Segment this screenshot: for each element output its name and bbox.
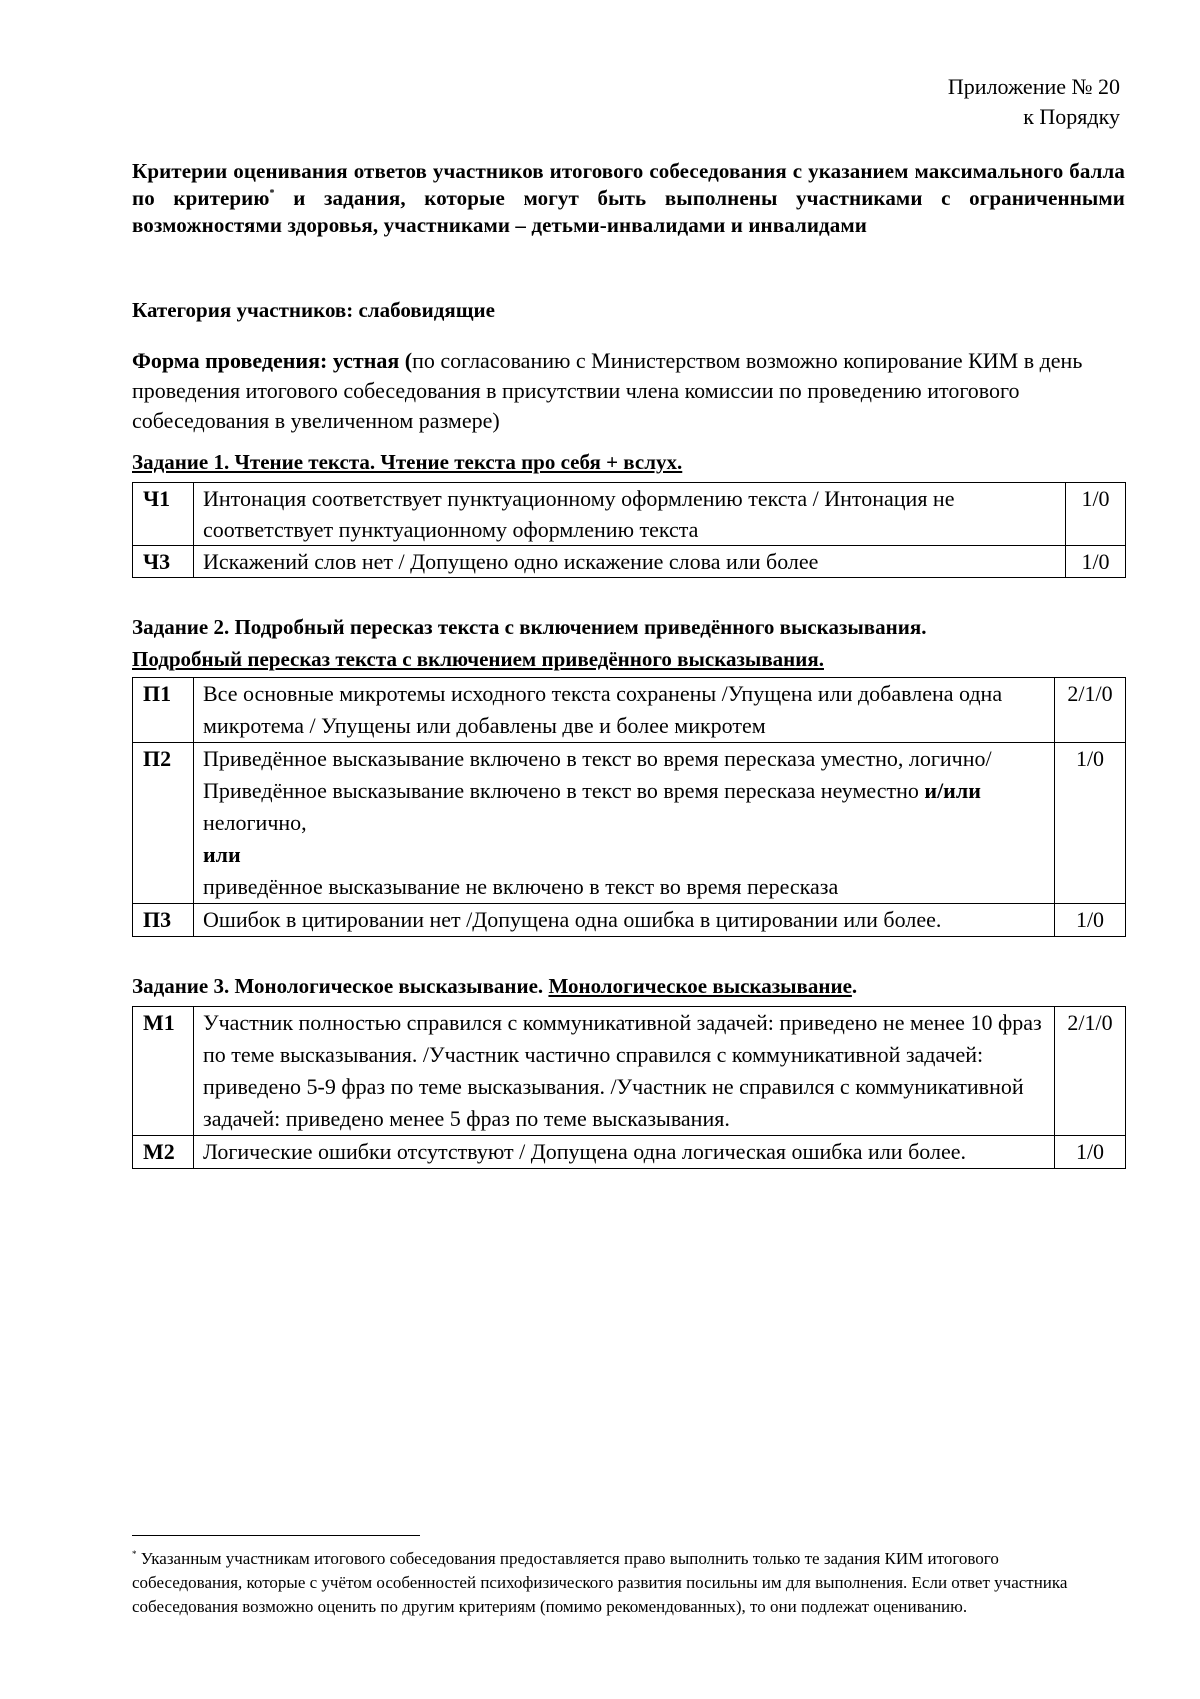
task-1-heading xyxy=(132,448,682,476)
exam-form-text: по согласованию с Министерством возможно копирование КИМ в день проведения итогового собеседования в присутствии члена комиссии по проведению итогового собеседования в увеличенном размере) xyxy=(132,348,1083,433)
table-row xyxy=(133,904,1126,937)
footnote-separator xyxy=(132,1535,420,1536)
criterion-code: П3 xyxy=(133,904,194,937)
description-part-c: приведённое высказывание не включено в текст во время пересказа xyxy=(203,874,839,899)
criterion-score: 1/0 xyxy=(1066,483,1126,546)
criterion-score: 1/0 xyxy=(1055,904,1126,937)
exam-form xyxy=(132,346,1132,436)
footnote-text: Указанным участникам итогового собеседования предоставляется право выполнить только те задания КИМ итогового собеседования, которые с учётом особенностей психофизического развития посильны им для выполнения. Если ответ участника собеседования возможно оценить по другим критериям (помимо рекомендованных), то они подлежат оцениванию. xyxy=(132,1549,1068,1616)
task-1-criteria-table xyxy=(132,482,1126,578)
criterion-code: П1 xyxy=(133,678,194,743)
criterion-description: Все основные микротемы исходного текста сохранены /Упущена или добавлена одна микротема / Упущены или добавлены две и более микротем xyxy=(194,678,1055,743)
footnote-mark: * xyxy=(132,1549,137,1559)
document-title xyxy=(132,158,1125,239)
criterion-description: Ошибок в цитировании нет /Допущена одна ошибка в цитировании или более. xyxy=(194,904,1055,937)
criterion-code: Ч3 xyxy=(133,546,194,578)
criterion-description: Интонация соответствует пунктуационному оформлению текста / Интонация не соответствует пунктуационному оформлению текста xyxy=(194,483,1066,546)
criterion-code: М2 xyxy=(133,1136,194,1169)
title-part-1: Критерии оценивания ответов участников итогового собеседования с указанием максимального балла по критерию xyxy=(132,159,1125,210)
criterion-score: 2/1/0 xyxy=(1055,1007,1126,1136)
table-row xyxy=(133,483,1126,546)
task-2-heading-line-1: Задание 2. Подробный пересказ текста с включением приведённого высказывания. xyxy=(132,615,927,639)
task-2-criteria-table xyxy=(132,677,1126,937)
task-3-heading xyxy=(132,972,857,1000)
table-row xyxy=(133,546,1126,578)
criterion-code: Ч1 xyxy=(133,483,194,546)
task-3-criteria-table xyxy=(132,1006,1126,1169)
description-emphasis: и/или xyxy=(924,778,981,803)
criterion-score: 1/0 xyxy=(1066,546,1126,578)
criterion-score: 2/1/0 xyxy=(1055,678,1126,743)
description-or: или xyxy=(203,842,241,867)
description-part-b: нелогично, xyxy=(203,810,307,835)
criterion-code: М1 xyxy=(133,1007,194,1136)
appendix-number: Приложение № 20 xyxy=(947,74,1120,99)
footnote-reference[interactable]: * xyxy=(269,188,275,199)
title-part-2: и задания, которые могут быть выполнены участниками с ограниченными возможностями здоровья, участниками – детьми-инвалидами и инвалидами xyxy=(132,186,1125,237)
appendix-reference: к Порядку xyxy=(1023,104,1120,129)
criterion-description: Участник полностью справился с коммуникативной задачей: приведено не менее 10 фраз по теме высказывания. /Участник частично справился с коммуникативной задачей: приведено 5-9 фраз по теме высказывания. /Участник не справился с коммуникативной задачей: приведено менее 5 фраз по теме высказывания. xyxy=(194,1007,1055,1136)
criterion-score: 1/0 xyxy=(1055,743,1126,904)
description-part-a: Приведённое высказывание включено в текст во время пересказа уместно, логично/ Приведённое высказывание включено в текст во время пересказа неуместно xyxy=(203,746,992,803)
criterion-description: Искажений слов нет / Допущено одно искажение слова или более xyxy=(194,546,1066,578)
task-1-heading-text: Задание 1. Чтение текста. Чтение текста про себя + вслух. xyxy=(132,450,683,474)
task-3-heading-underlined: Монологическое высказывание xyxy=(548,974,852,998)
task-2-heading-line-2: Подробный пересказ текста с включением приведённого высказывания. xyxy=(132,647,824,671)
footnote xyxy=(132,1547,1112,1619)
table-row xyxy=(133,743,1126,904)
criterion-description xyxy=(194,743,1055,904)
criterion-score: 1/0 xyxy=(1055,1136,1126,1169)
table-row xyxy=(133,1007,1126,1136)
task-3-heading-text: Задание 3. Монологическое высказывание. xyxy=(132,974,549,998)
participant-category: Категория участников: слабовидящие xyxy=(132,298,495,322)
appendix-header xyxy=(948,72,1120,132)
exam-form-label: Форма проведения: устная ( xyxy=(132,348,413,373)
criterion-code: П2 xyxy=(133,743,194,904)
criterion-description: Логические ошибки отсутствуют / Допущена одна логическая ошибка или более. xyxy=(194,1136,1055,1169)
table-row xyxy=(133,678,1126,743)
table-row xyxy=(133,1136,1126,1169)
task-3-heading-end: . xyxy=(851,974,858,998)
task-2-heading xyxy=(132,613,926,673)
